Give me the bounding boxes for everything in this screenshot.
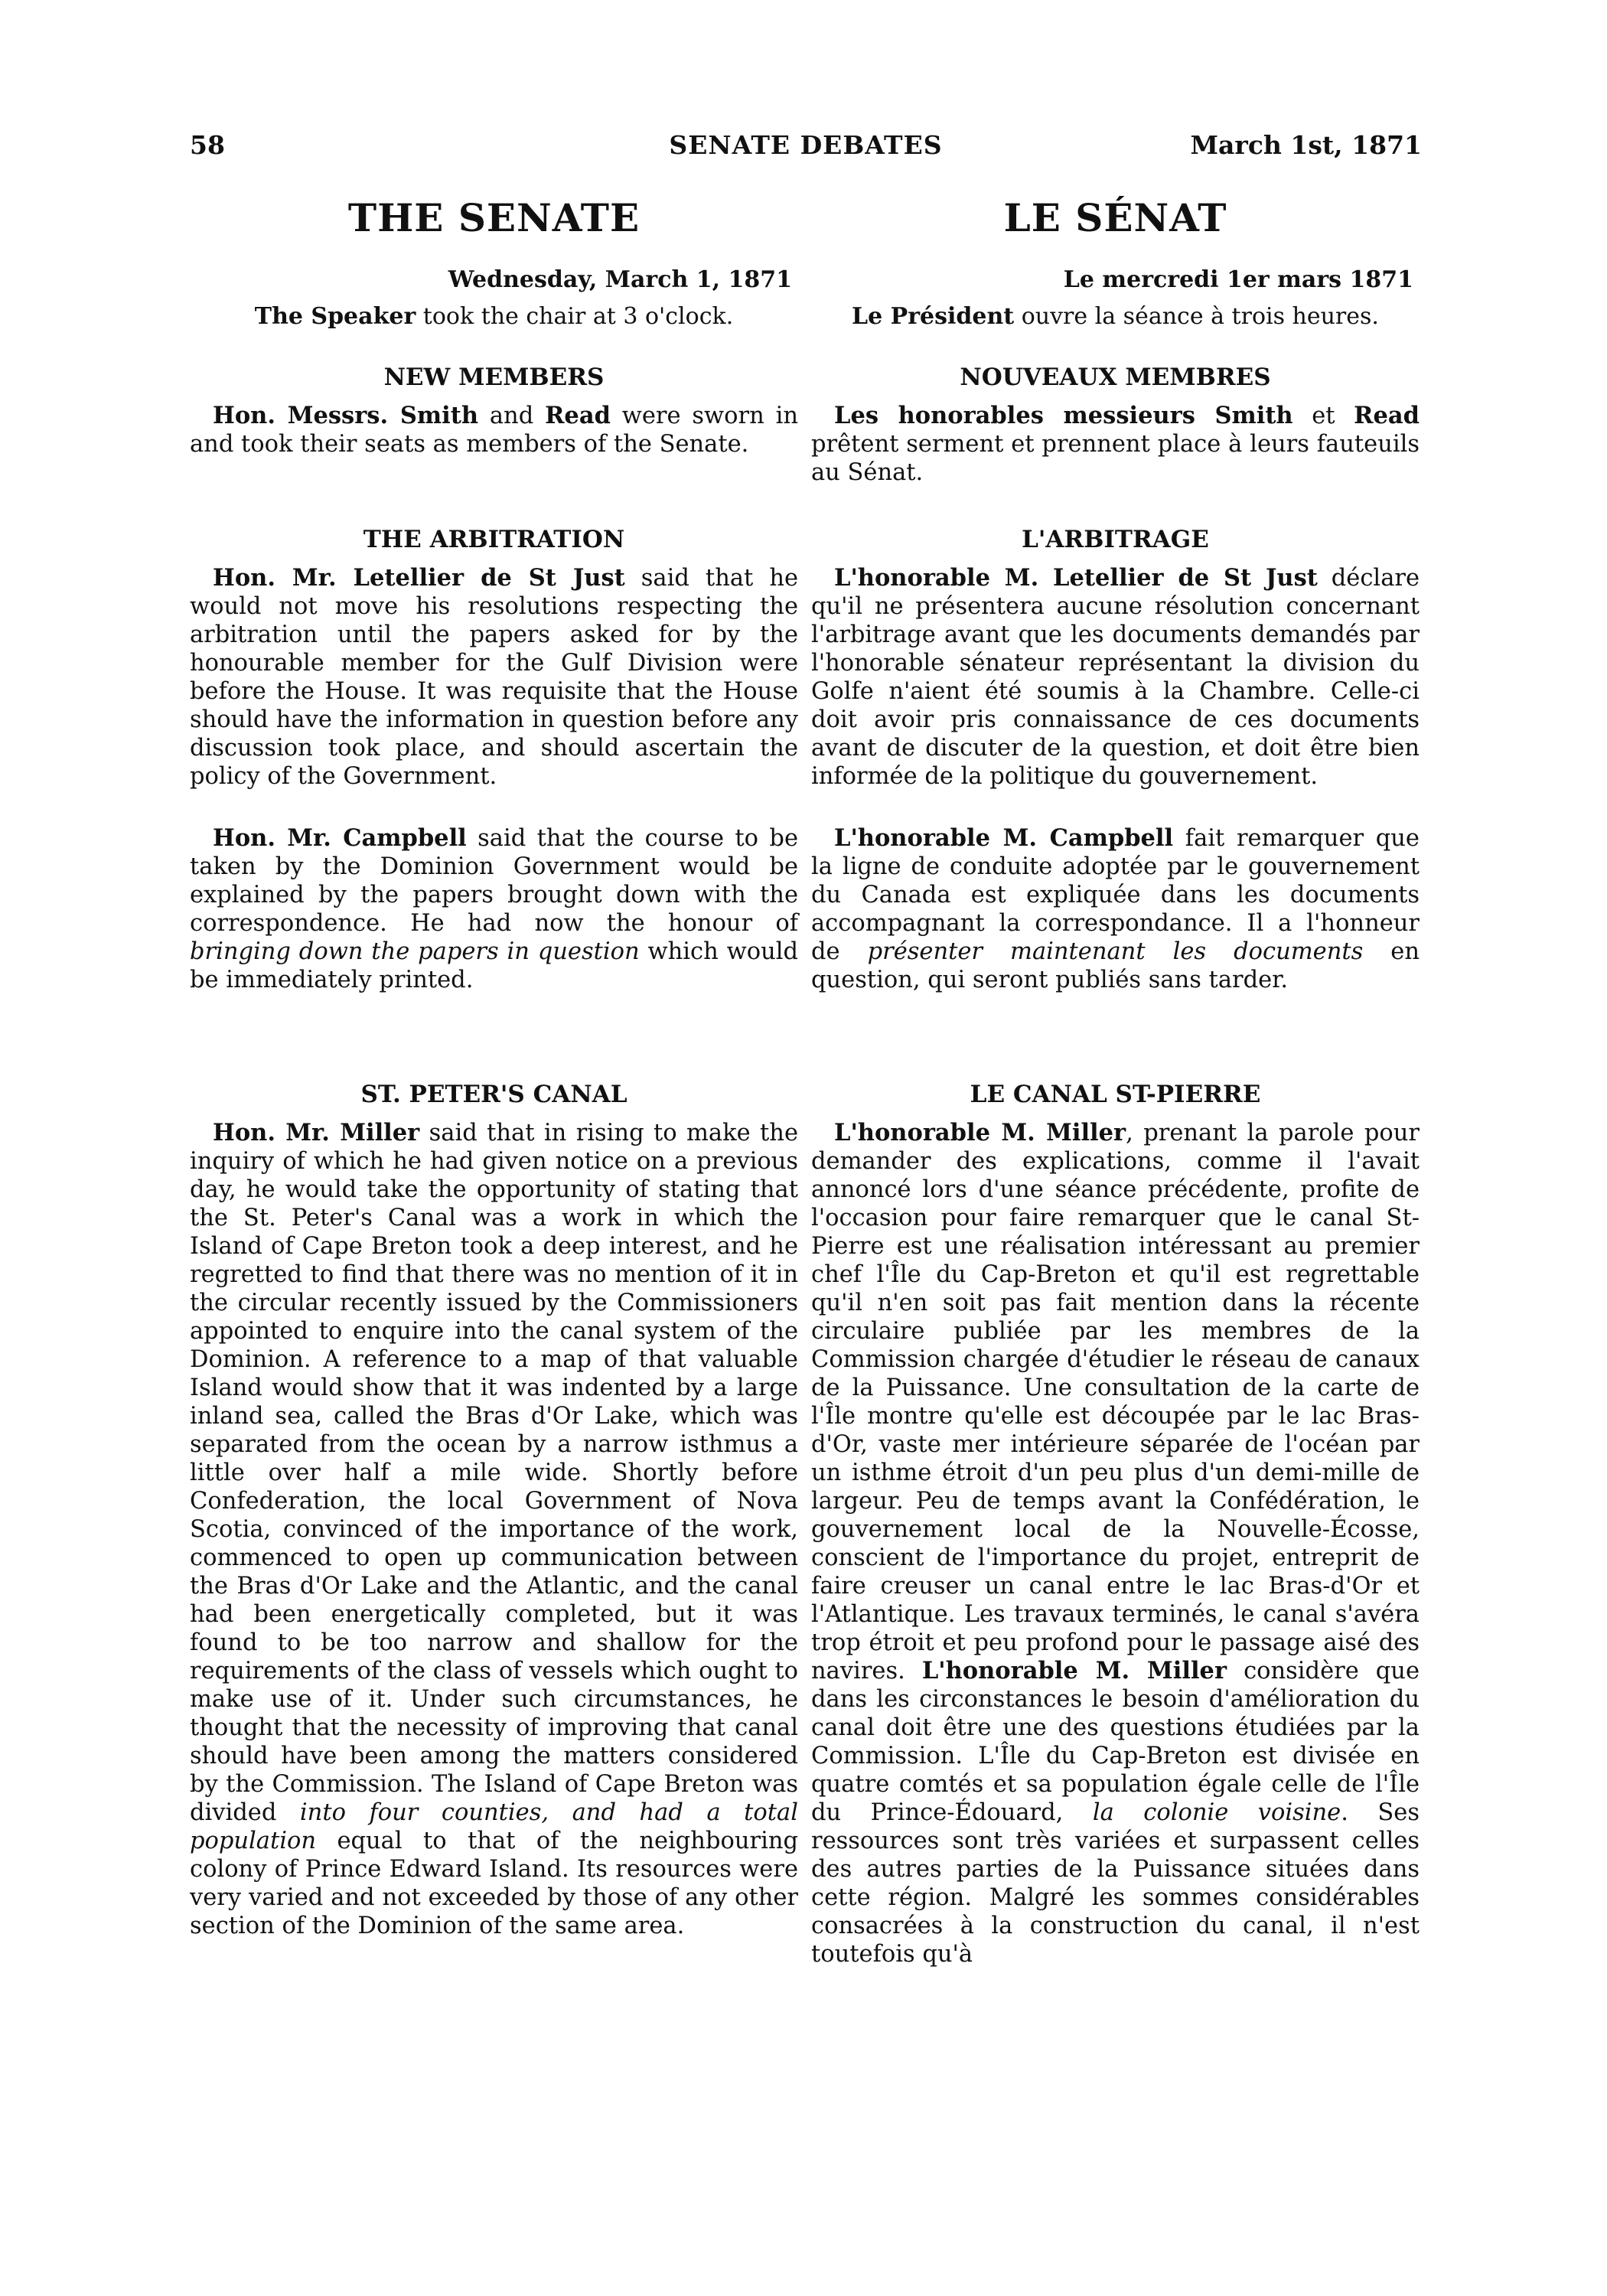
english-campbell	[190, 824, 798, 994]
body-text: . Ses ressources sont très variées et surpassent celles des autres parties de la Puissance situées dans cette région. Malgré les sommes considérables consacrées à la construction du canal, il n'est toutefois qu'à	[811, 1799, 1420, 1968]
body-text: , prenant la parole pour demander des explications, comme il l'avait annoncé lors d'une séance précédente, profite de l'occasion pour faire remarquer que le canal St-Pierre est une réalisation intéressant au premier chef l'Île du Cap-Breton et qu'il est regrettable qu'il n'en soit pas fait mention dans la récente circulaire publiée par les membres de la Commission chargée d'étudier le réseau de canaux de la Puissance. Une consultation de la carte de l'Île montre qu'elle est découpée par le lac Bras-d'Or, vaste mer intérieure séparée de l'océan par un isthme étroit d'un peu plus d'un demi-mille de largeur. Peu de temps avant la Confédération, le gouvernement local de la Nouvelle-Écosse, conscient de l'importance du projet, entreprit de faire creuser un canal entre le lac Bras-d'Or et l'Atlantique. Les travaux terminés, le canal s'avéra trop étroit et peu profond pour le passage aisé des navires.	[811, 1120, 1420, 1684]
body-text: considère que dans les circonstances le besoin d'amélioration du canal doit être une des questions étudiées par la Commission. L'Île du Cap-Breton est divisée en quatre comtés et sa population égale celle de l'Île du Prince-Édouard,	[811, 1658, 1420, 1826]
body-text: said that in rising to make the inquiry of which he had given notice on a previous day, he would take the opportunity of stating that the St. Peter's Canal was a work in which the Island of Cape Breton took a deep interest, and he regretted to find that there was no mention of it in the circular recently issued by the Commissioners appointed to enquire into the canal system of the Dominion. A reference to a map of that valuable Island would show that it was indented by a large inland sea, called the Bras d'Or Lake, which was separated from the ocean by a narrow isthmus a little over half a mile wide. Shortly before Confederation, the local Government of Nova Scotia, convinced of the importance of the work, commenced to open up communication between the Bras d'Or Lake and the Atlantic, and the canal had been energetically completed, but it was found to be too narrow and shallow for the requirements of the class of vessels which ought to make use of it. Under such circumstances, he thought that the necessity of improving that canal should have been among the matters considered by the Commission. The Island of Cape Breton was divided	[190, 1120, 798, 1826]
body-text: which would be immediately printed.	[190, 938, 799, 993]
french-dateline: Le mercredi 1er mars 1871	[1063, 266, 1413, 293]
section-heading: LE CANAL ST-PIERRE	[970, 1081, 1261, 1108]
section-heading: NEW MEMBERS	[383, 364, 605, 391]
italic-text: la colonie voisine	[1092, 1799, 1341, 1826]
body-text: prêtent serment et prennent place à leurs fauteuils au Sénat.	[811, 431, 1420, 486]
french-canal	[811, 1079, 1420, 1968]
french-title: LE SÉNAT	[1003, 195, 1227, 240]
paragraph	[190, 824, 798, 994]
section-heading: NOUVEAUX MEMBRES	[960, 364, 1271, 391]
speaker-name: Le Président	[852, 303, 1015, 330]
english-title: THE SENATE	[347, 195, 641, 240]
english-arbitration	[190, 524, 798, 791]
italic-text: into four counties, and had a total population	[190, 1799, 798, 1854]
speaker-name: The Speaker	[254, 303, 416, 330]
section-heading: L'ARBITRAGE	[1022, 526, 1209, 553]
body-text: said that the course to be taken by the Dominion Government would be explained by the papers brought down with the correspondence. He had now the honour of	[190, 825, 798, 937]
section-heading: ST. PETER'S CANAL	[360, 1081, 627, 1108]
section-heading: THE ARBITRATION	[363, 526, 625, 553]
italic-text: bringing down the papers in question	[190, 938, 640, 965]
header-date: March 1st, 1871	[1190, 130, 1422, 160]
paragraph	[811, 824, 1420, 994]
body-text: were sworn in and took their seats as members of the Senate.	[190, 403, 798, 458]
french-column	[811, 195, 1420, 1968]
body-text: fait remarquer que la ligne de conduite adoptée par le gouvernement du Canada est expliquée dans les documents accompagnant la correspondance. Il a l'honneur de	[811, 825, 1420, 965]
speaker-name: L'honorable M. Miller	[834, 1119, 1126, 1146]
speaker-name: L'honorable M. Campbell	[834, 824, 1174, 852]
paragraph	[190, 1119, 798, 1940]
body-text: en question, qui seront publiés sans tarder.	[811, 938, 1420, 993]
speaker-name: Hon. Mr. Campbell	[213, 824, 467, 852]
english-dateline: Wednesday, March 1, 1871	[448, 266, 792, 293]
body-text: déclare qu'il ne présentera aucune résolution concernant l'arbitrage avant que les documents demandés par l'honorable sénateur représentant la division du Golfe n'aient été soumis à la Chambre. Celle-ci doit avoir pris connaissance de ces documents avant de discuter de la question, et doit être bien informée de la politique du gouvernement.	[811, 565, 1420, 790]
page-header	[190, 130, 1422, 168]
speaker-name: Hon. Messrs. Smith	[213, 402, 479, 429]
section-body	[811, 402, 1420, 487]
speaker-name: Read	[1354, 402, 1420, 429]
paragraph	[811, 1119, 1420, 1968]
speaker-name: L'honorable M. Letellier de St Just	[834, 564, 1318, 592]
french-campbell	[811, 824, 1420, 994]
running-title: SENATE DEBATES	[669, 130, 943, 160]
french-opening	[811, 301, 1420, 333]
paragraph	[811, 564, 1420, 791]
body-text: said that he would not move his resolutions respecting the arbitration until the papers asked for by the honourable member for the Gulf Division were before the House. It was requisite that the House should have the information in question before any discussion took place, and should ascertain the policy of the Government.	[190, 565, 799, 790]
page-number: 58	[190, 130, 225, 160]
speaker-name: Hon. Mr. Letellier de St Just	[213, 564, 625, 592]
opening-text: took the chair at 3 o'clock.	[416, 303, 734, 330]
french-arbitration	[811, 524, 1420, 791]
body-text: et	[1292, 403, 1354, 429]
body-text: equal to that of the neighbouring colony of Prince Edward Island. Its resources were very varied and not exceeded by those of any other section of the Dominion of the same area.	[190, 1828, 798, 1939]
speaker-name: Hon. Mr. Miller	[213, 1119, 420, 1146]
english-new-members	[190, 362, 798, 458]
english-opening	[190, 301, 798, 333]
english-column	[190, 195, 799, 1939]
speaker-name: Read	[545, 402, 611, 429]
section-body	[190, 402, 798, 458]
speaker-name: L'honorable M. Miller	[921, 1657, 1227, 1684]
italic-text: présenter maintenant les documents	[867, 938, 1364, 965]
opening-text: ouvre la séance à trois heures.	[1014, 303, 1379, 330]
body-text: and	[478, 403, 546, 429]
french-new-members	[811, 362, 1420, 487]
paragraph	[190, 564, 798, 791]
english-canal	[190, 1079, 798, 1940]
speaker-name: Les honorables messieurs Smith	[834, 402, 1293, 429]
